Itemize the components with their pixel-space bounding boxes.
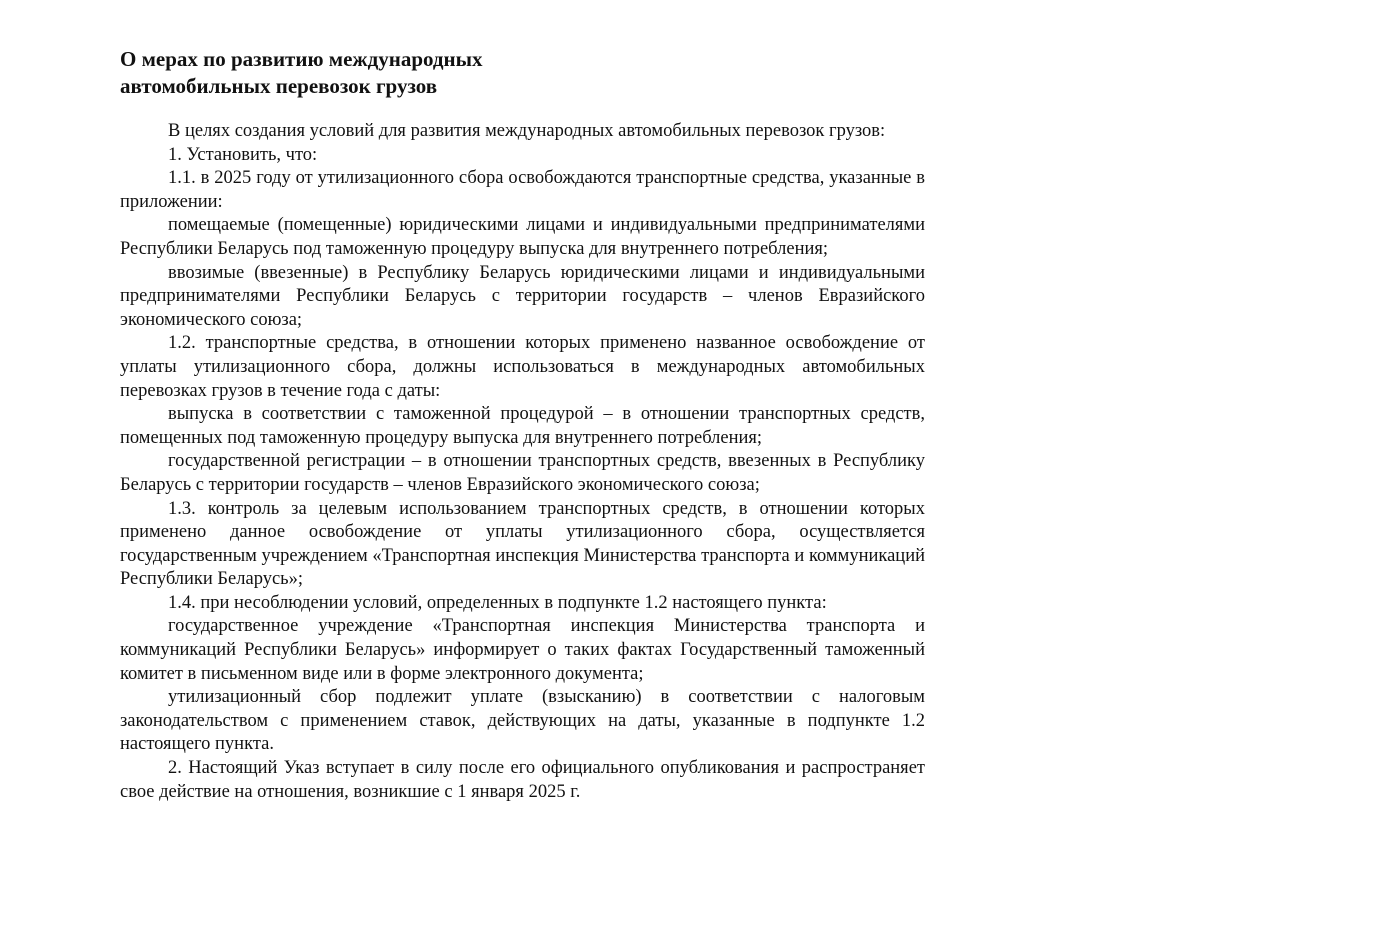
paragraph-preamble: В целях создания условий для развития международных автомобильных перевозок грузов: — [168, 121, 886, 141]
paragraph-item-1-4-a: государственное учреждение «Транспортная инспекция Министерства транспорта и коммуникаций Республики Беларусь» информирует о таких фактах Государственный таможенный комитет в письменном виде или в форме электронного документа; — [120, 616, 925, 684]
paragraph-item-1-1: 1.1. в 2025 году от утилизационного сбора освобождаются транспортные средства, указанные в приложении: — [120, 168, 925, 212]
paragraph-item-1-3: 1.3. контроль за целевым использованием транспортных средств, в отношении которых применено данное освобождение от уплаты утилизационного сбора, осуществляется государственным учреждением «Транспортная инспекция Министерства транспорта и коммуникаций Республики Беларусь»; — [120, 498, 925, 590]
paragraph-item-1-2-b: государственной регистрации – в отношении транспортных средств, ввезенных в Республику Беларусь с территории государств – членов Евразийского экономического союза; — [120, 451, 925, 495]
paragraph-item-1-1-a: помещаемые (помещенные) юридическими лицами и индивидуальными предпринимателями Республики Беларусь под таможенную процедуру выпуска для внутреннего потребления; — [120, 215, 925, 259]
title-line-1: О мерах по развитию международных — [120, 47, 483, 71]
document-title — [120, 46, 925, 100]
paragraph-item-1-1-b: ввозимые (ввезенные) в Республику Беларусь юридическими лицами и индивидуальными предпринимателями Республики Беларусь с территории государств – членов Евразийского экономического союза; — [120, 262, 925, 330]
paragraph-item-1-4-b: утилизационный сбор подлежит уплате (взысканию) в соответствии с налоговым законодательством с применением ставок, действующих на даты, указанные в подпункте 1.2 настоящего пункта. — [120, 687, 925, 755]
document-text — [120, 120, 925, 804]
paragraph-item-1-2: 1.2. транспортные средства, в отношении которых применено названное освобождение от уплаты утилизационного сбора, должны использоваться в международных автомобильных перевозках грузов в течение года с даты: — [120, 333, 925, 401]
title-line-2: автомобильных перевозок грузов — [120, 74, 438, 98]
paragraph-item-1-2-a: выпуска в соответствии с таможенной процедурой – в отношении транспортных средств, помещенных под таможенную процедуру выпуска для внутреннего потребления; — [120, 404, 925, 448]
document-body — [120, 46, 925, 804]
paragraph-item-1: 1. Установить, что: — [168, 144, 318, 165]
paragraph-item-1-4: 1.4. при несоблюдении условий, определенных в подпункте 1.2 настоящего пункта: — [168, 592, 827, 613]
paragraph-item-2: 2. Настоящий Указ вступает в силу после его официального опубликования и распространяет свое действие на отношения, возникшие с 1 января 2025 г. — [120, 758, 925, 802]
